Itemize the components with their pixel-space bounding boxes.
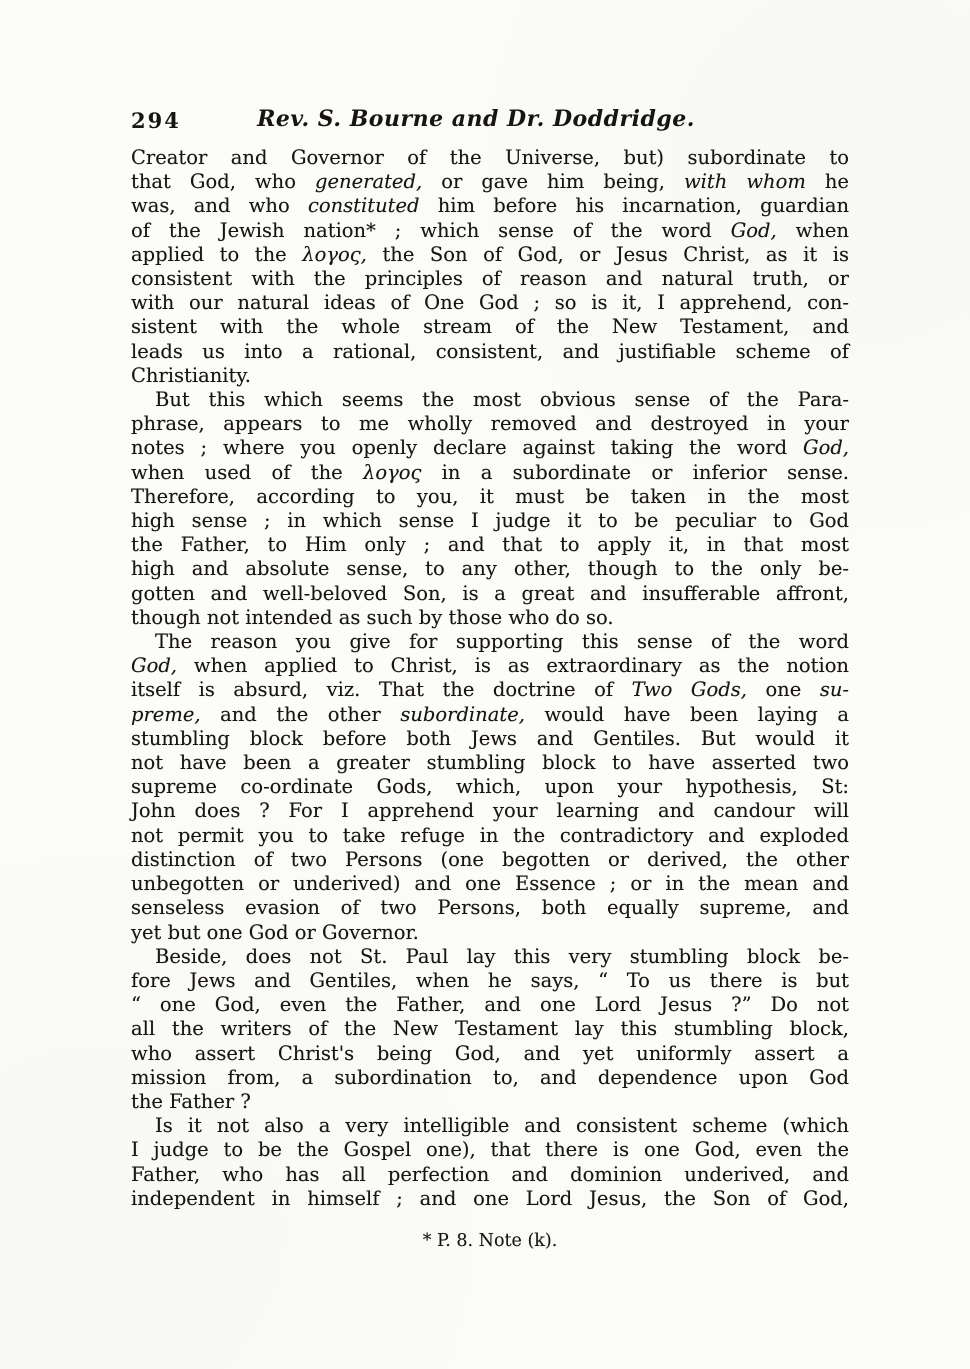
text-line bbox=[131, 243, 849, 267]
text-line bbox=[131, 436, 849, 460]
text-segment: one bbox=[746, 678, 820, 702]
text-segment: independent in himself ; and one Lord Jesus, the Son of God, bbox=[131, 1186, 849, 1210]
text-segment: would have been laying a bbox=[524, 702, 849, 726]
text-segment: Beside, does not St. Paul lay this very stumbling block be- bbox=[155, 944, 849, 968]
text-line bbox=[131, 461, 849, 485]
text-line bbox=[131, 1066, 849, 1090]
italic-text-segment: Two Gods, bbox=[631, 678, 747, 702]
text-line bbox=[131, 1114, 849, 1138]
text-segment: itself is absurd, viz. That the doctrine of bbox=[131, 678, 632, 702]
text-line bbox=[131, 1187, 849, 1211]
text-segment: sistent with the whole stream of the New Testament, and bbox=[131, 315, 849, 339]
text-segment: or gave him being, bbox=[422, 170, 684, 194]
text-line bbox=[131, 364, 849, 388]
text-segment: Is it not also a very intelligible and consistent scheme (which bbox=[155, 1114, 849, 1138]
text-line bbox=[131, 509, 849, 533]
text-segment: fore Jews and Gentiles, when he says, “ To us there is but bbox=[131, 968, 849, 992]
text-segment: with our natural ideas of One God ; so is it, I apprehend, con- bbox=[131, 291, 849, 315]
text-segment: “ one God, even the Father, and one Lord Jesus ?” Do not bbox=[131, 993, 849, 1017]
text-segment: not permit you to take refuge in the contradictory and exploded bbox=[131, 823, 849, 847]
text-line bbox=[131, 1017, 849, 1041]
page-number: 294 bbox=[131, 108, 181, 133]
text-segment: when bbox=[776, 218, 849, 242]
text-segment: and the other bbox=[200, 702, 401, 726]
text-segment: that God, who bbox=[131, 170, 316, 194]
italic-text-segment: God, bbox=[730, 218, 777, 242]
text-line bbox=[131, 533, 849, 557]
text-segment: unbegotten or underived) and one Essence ; or in the mean and bbox=[131, 872, 849, 896]
text-line bbox=[131, 1090, 849, 1114]
text-segment: Father, who has all perfection and dominion underived, and bbox=[131, 1162, 849, 1186]
text-line bbox=[131, 557, 849, 581]
text-segment: Therefore, according to you, it must be taken in the most bbox=[131, 484, 849, 508]
text-segment: yet but one God or Governor. bbox=[131, 920, 419, 944]
text-segment: he bbox=[805, 170, 849, 194]
text-segment: was, and who bbox=[131, 194, 308, 218]
text-line bbox=[131, 654, 849, 678]
text-line bbox=[131, 727, 849, 751]
text-segment: him before his incarnation, guardian bbox=[419, 194, 849, 218]
text-segment: supreme co-ordinate Gods, which, upon your hypothesis, St: bbox=[131, 775, 849, 799]
text-segment: John does ? For I apprehend your learning and candour will bbox=[131, 799, 849, 823]
text-segment: all the writers of the New Testament lay this stumbling block, bbox=[131, 1017, 849, 1041]
text-segment: the Son of God, or Jesus Christ, as it is bbox=[366, 242, 849, 266]
text-line bbox=[131, 170, 849, 194]
italic-text-segment: λογος, bbox=[302, 242, 367, 266]
text-segment: though not intended as such by those who do so. bbox=[131, 605, 614, 629]
text-segment: But this which seems the most obvious sense of the Para- bbox=[155, 388, 849, 412]
page-body bbox=[131, 146, 849, 1211]
text-segment: I judge to be the Gospel one), that there is one God, even the bbox=[131, 1138, 849, 1162]
text-line bbox=[131, 872, 849, 896]
italic-text-segment: subordinate, bbox=[400, 702, 525, 726]
text-line bbox=[131, 896, 849, 920]
text-segment: not have been a greater stumbling block to have asserted two bbox=[131, 751, 849, 775]
italic-text-segment: generated, bbox=[315, 170, 423, 194]
italic-text-segment: λογος bbox=[362, 460, 422, 484]
footnote: * P. 8. Note (k). bbox=[422, 1231, 558, 1251]
italic-text-segment: preme, bbox=[131, 702, 201, 726]
text-segment: when used of the bbox=[131, 460, 363, 484]
text-line bbox=[131, 824, 849, 848]
text-line bbox=[131, 219, 849, 243]
text-segment: Christianity. bbox=[131, 363, 251, 387]
text-segment: stumbling block before both Jews and Gentiles. But would it bbox=[131, 726, 849, 750]
text-line bbox=[131, 194, 849, 218]
italic-text-segment: with whom bbox=[683, 170, 806, 194]
text-line bbox=[131, 340, 849, 364]
text-line bbox=[131, 485, 849, 509]
text-line bbox=[131, 315, 849, 339]
text-line bbox=[131, 969, 849, 993]
text-segment: the Father ? bbox=[131, 1089, 251, 1113]
text-segment: The reason you give for supporting this sense of the word bbox=[155, 630, 849, 654]
text-segment: notes ; where you openly declare against taking the word bbox=[131, 436, 803, 460]
text-line bbox=[131, 146, 849, 170]
text-segment: who assert Christ's being God, and yet uniformly assert a bbox=[131, 1041, 849, 1065]
text-segment: high sense ; in which sense I judge it to be peculiar to God bbox=[131, 509, 849, 533]
text-line bbox=[131, 775, 849, 799]
text-line bbox=[131, 848, 849, 872]
text-line bbox=[131, 267, 849, 291]
text-line bbox=[131, 606, 849, 630]
text-line bbox=[131, 799, 849, 823]
text-line bbox=[131, 630, 849, 654]
text-segment: leads us into a rational, consistent, and justifiable scheme of bbox=[131, 339, 849, 363]
text-line bbox=[131, 291, 849, 315]
text-segment: applied to the bbox=[131, 242, 303, 266]
text-line bbox=[131, 945, 849, 969]
text-line bbox=[131, 921, 849, 945]
text-segment: high and absolute sense, to any other, though to the only be- bbox=[131, 557, 849, 581]
italic-text-segment: su- bbox=[819, 678, 849, 702]
text-line bbox=[131, 1042, 849, 1066]
text-line bbox=[131, 1138, 849, 1162]
text-segment: consistent with the principles of reason and natural truth, or bbox=[131, 267, 849, 291]
text-segment: in a subordinate or inferior sense. bbox=[421, 460, 849, 484]
italic-text-segment: God, bbox=[803, 436, 849, 460]
text-line bbox=[131, 582, 849, 606]
text-segment: gotten and well-beloved Son, is a great and insufferable affront, bbox=[131, 581, 849, 605]
text-line bbox=[131, 1163, 849, 1187]
running-header-title: Rev. S. Bourne and Dr. Doddridge. bbox=[257, 106, 695, 132]
text-segment: when applied to Christ, is as extraordinary as the notion bbox=[177, 654, 849, 678]
text-line bbox=[131, 412, 849, 436]
text-line bbox=[131, 993, 849, 1017]
text-line bbox=[131, 751, 849, 775]
text-segment: of the Jewish nation* ; which sense of the word bbox=[131, 218, 731, 242]
text-segment: phrase, appears to me wholly removed and destroyed in your bbox=[131, 412, 849, 436]
text-segment: Creator and Governor of the Universe, but) subordinate to bbox=[131, 146, 849, 169]
italic-text-segment: constituted bbox=[307, 194, 420, 218]
text-segment: the Father, to Him only ; and that to apply it, in that most bbox=[131, 533, 849, 557]
text-segment: senseless evasion of two Persons, both equally supreme, and bbox=[131, 896, 849, 920]
text-segment: mission from, a subordination to, and dependence upon God bbox=[131, 1065, 849, 1089]
text-segment: distinction of two Persons (one begotten or derived, the other bbox=[131, 847, 849, 871]
text-line bbox=[131, 703, 849, 727]
text-line bbox=[131, 388, 849, 412]
text-line bbox=[131, 678, 849, 702]
italic-text-segment: God, bbox=[131, 654, 177, 678]
